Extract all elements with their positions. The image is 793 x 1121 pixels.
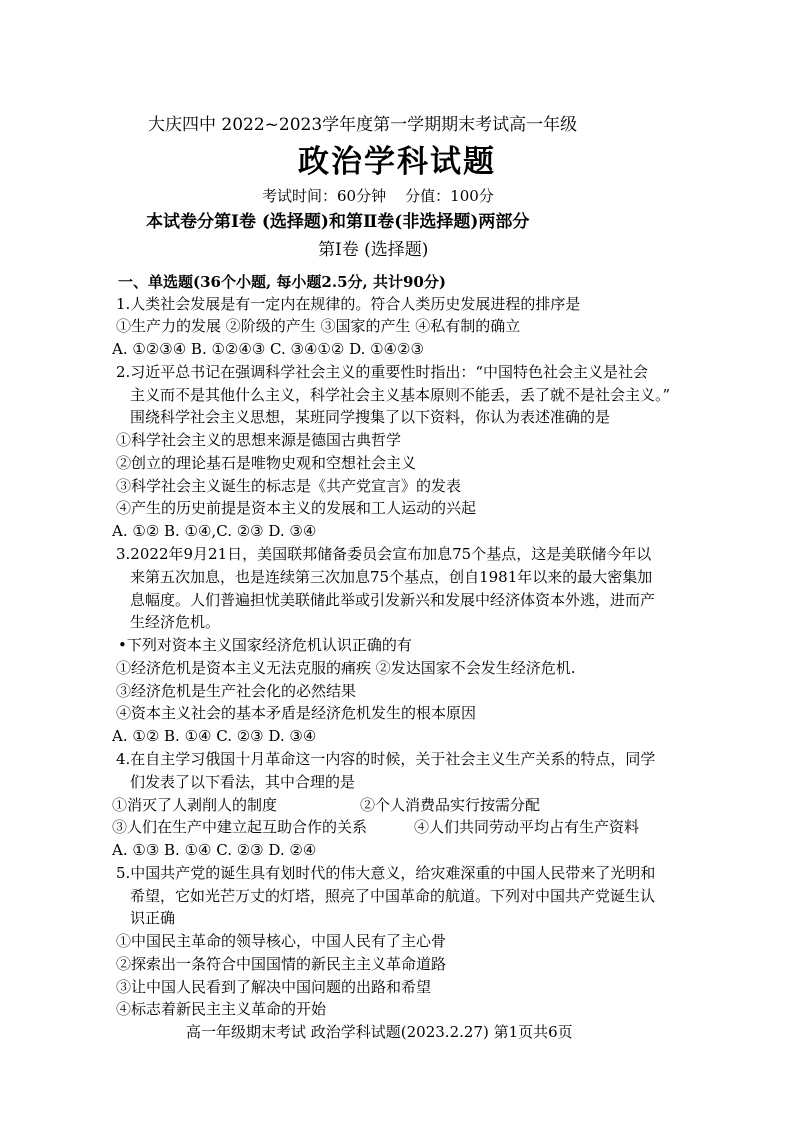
question-2-item-2: ②创立的理论基石是唯物史观和空想社会主义 [116, 454, 417, 472]
question-4-item-4: ④人们共同劳动平均占有生产资料 [414, 818, 640, 836]
question-1-items: ①生产力的发展 ②阶级的产生 ③国家的产生 ④私有制的确立 [116, 317, 521, 335]
question-3-options: A. ①② B. ①④ C. ②③ D. ③④ [112, 727, 317, 745]
question-2-options: A. ①② B. ①④,C. ②③ D. ③④ [112, 522, 317, 540]
question-2-item-4: ④产生的历史前提是资本主义的发展和工人运动的兴起 [116, 499, 477, 517]
question-1-options: A. ①②③④ B. ①②④③ C. ③④①② D. ①④②③ [112, 340, 424, 358]
question-2-stem-line-2: 主义而不是其他什么主义，科学社会主义基本原则不能丢，丢了就不是社会主义。” [130, 386, 671, 404]
question-5-item-1: ①中国民主革命的领导核心，中国人民有了主心骨 [116, 932, 447, 950]
question-5-item-4: ④标志着新民主主义革命的开始 [116, 1000, 327, 1018]
question-4-item-2: ②个人消费品实行按需分配 [360, 796, 541, 814]
exam-info: 考试时间：60分钟 分值：100分 [262, 187, 494, 205]
question-4-stem-line-1: 4.在自主学习俄国十月革命这一内容的时候，关于社会主义生产关系的特点，同学 [116, 750, 656, 768]
question-4-stem-line-2: 们发表了以下看法，其中合理的是 [130, 773, 356, 791]
question-2-item-3: ③科学社会主义诞生的标志是《共产党宣言》的发表 [116, 477, 462, 495]
question-2-stem-line-3: 围绕科学社会主义思想，某班同学搜集了以下资料，你认为表述准确的是 [130, 408, 611, 426]
question-2-item-1: ①科学社会主义的思想来源是德国古典哲学 [116, 431, 402, 449]
question-3-item-2: ③经济危机是生产社会化的必然结果 [116, 682, 357, 700]
part-title: 第Ⅰ卷 (选择题) [318, 240, 429, 260]
paper-structure: 本试卷分第Ⅰ卷 (选择题)和第Ⅱ卷(非选择题)两部分 [146, 212, 530, 232]
question-5-item-3: ③让中国人民看到了解决中国问题的出路和希望 [116, 978, 432, 996]
page-footer: 高一年级期末考试 政治学科试题(2023.2.27) 第1页共6页 [186, 1023, 573, 1041]
question-3-item-1: ①经济危机是资本主义无法克服的痛疾 ②发达国家不会发生经济危机. [116, 659, 576, 677]
question-3-item-3: ④资本主义社会的基本矛盾是经济危机发生的根本原因 [116, 704, 477, 722]
question-4-options: A. ①③ B. ①④ C. ②③ D. ②④ [112, 841, 317, 859]
question-5-stem-line-3: 识正确 [130, 909, 176, 927]
page-title: 政治学科试题 [298, 144, 496, 180]
question-1-stem: 1.人类社会发展是有一定内在规律的。符合人类历史发展进程的排序是 [116, 295, 581, 313]
question-4-item-3: ③人们在生产中建立起互助合作的关系 [112, 818, 368, 836]
question-5-stem-line-2: 希望，它如光芒万丈的灯塔，照亮了中国革命的航道。下列对中国共产党诞生认 [130, 887, 656, 905]
question-3-stem-line-2: 来第五次加息，也是连续第三次加息75个基点，创自1981年以来的最大密集加 [130, 568, 653, 586]
question-3-stem-line-4: 生经济危机。 [130, 613, 221, 631]
question-3-stem-line-3: 息幅度。人们普遍担忧美联储此举或引发新兴和发展中经济体资本外逃，进而产 [130, 591, 656, 609]
question-2-stem-line-1: 2.习近平总书记在强调科学社会主义的重要性时指出：“中国特色社会主义是社会 [116, 363, 648, 381]
question-3-prompt: •下列对资本主义国家经济危机认识正确的有 [118, 636, 412, 654]
question-5-item-2: ②探索出一条符合中国国情的新民主主义革命道路 [116, 955, 447, 973]
section-heading: 一、单选题(36个小题, 每小题2.5分, 共计90分) [118, 273, 446, 291]
question-3-stem-line-1: 3.2022年9月21日，美国联邦储备委员会宣布加息75个基点，这是美联储今年以 [116, 545, 652, 563]
question-4-item-1: ①消灭了人剥削人的制度 [112, 796, 278, 814]
school-exam-line: 大庆四中 2022~2023学年度第一学期期末考试高一年级 [148, 115, 578, 135]
question-5-stem-line-1: 5.中国共产党的诞生具有划时代的伟大意义，给灾难深重的中国人民带来了光明和 [116, 864, 656, 882]
